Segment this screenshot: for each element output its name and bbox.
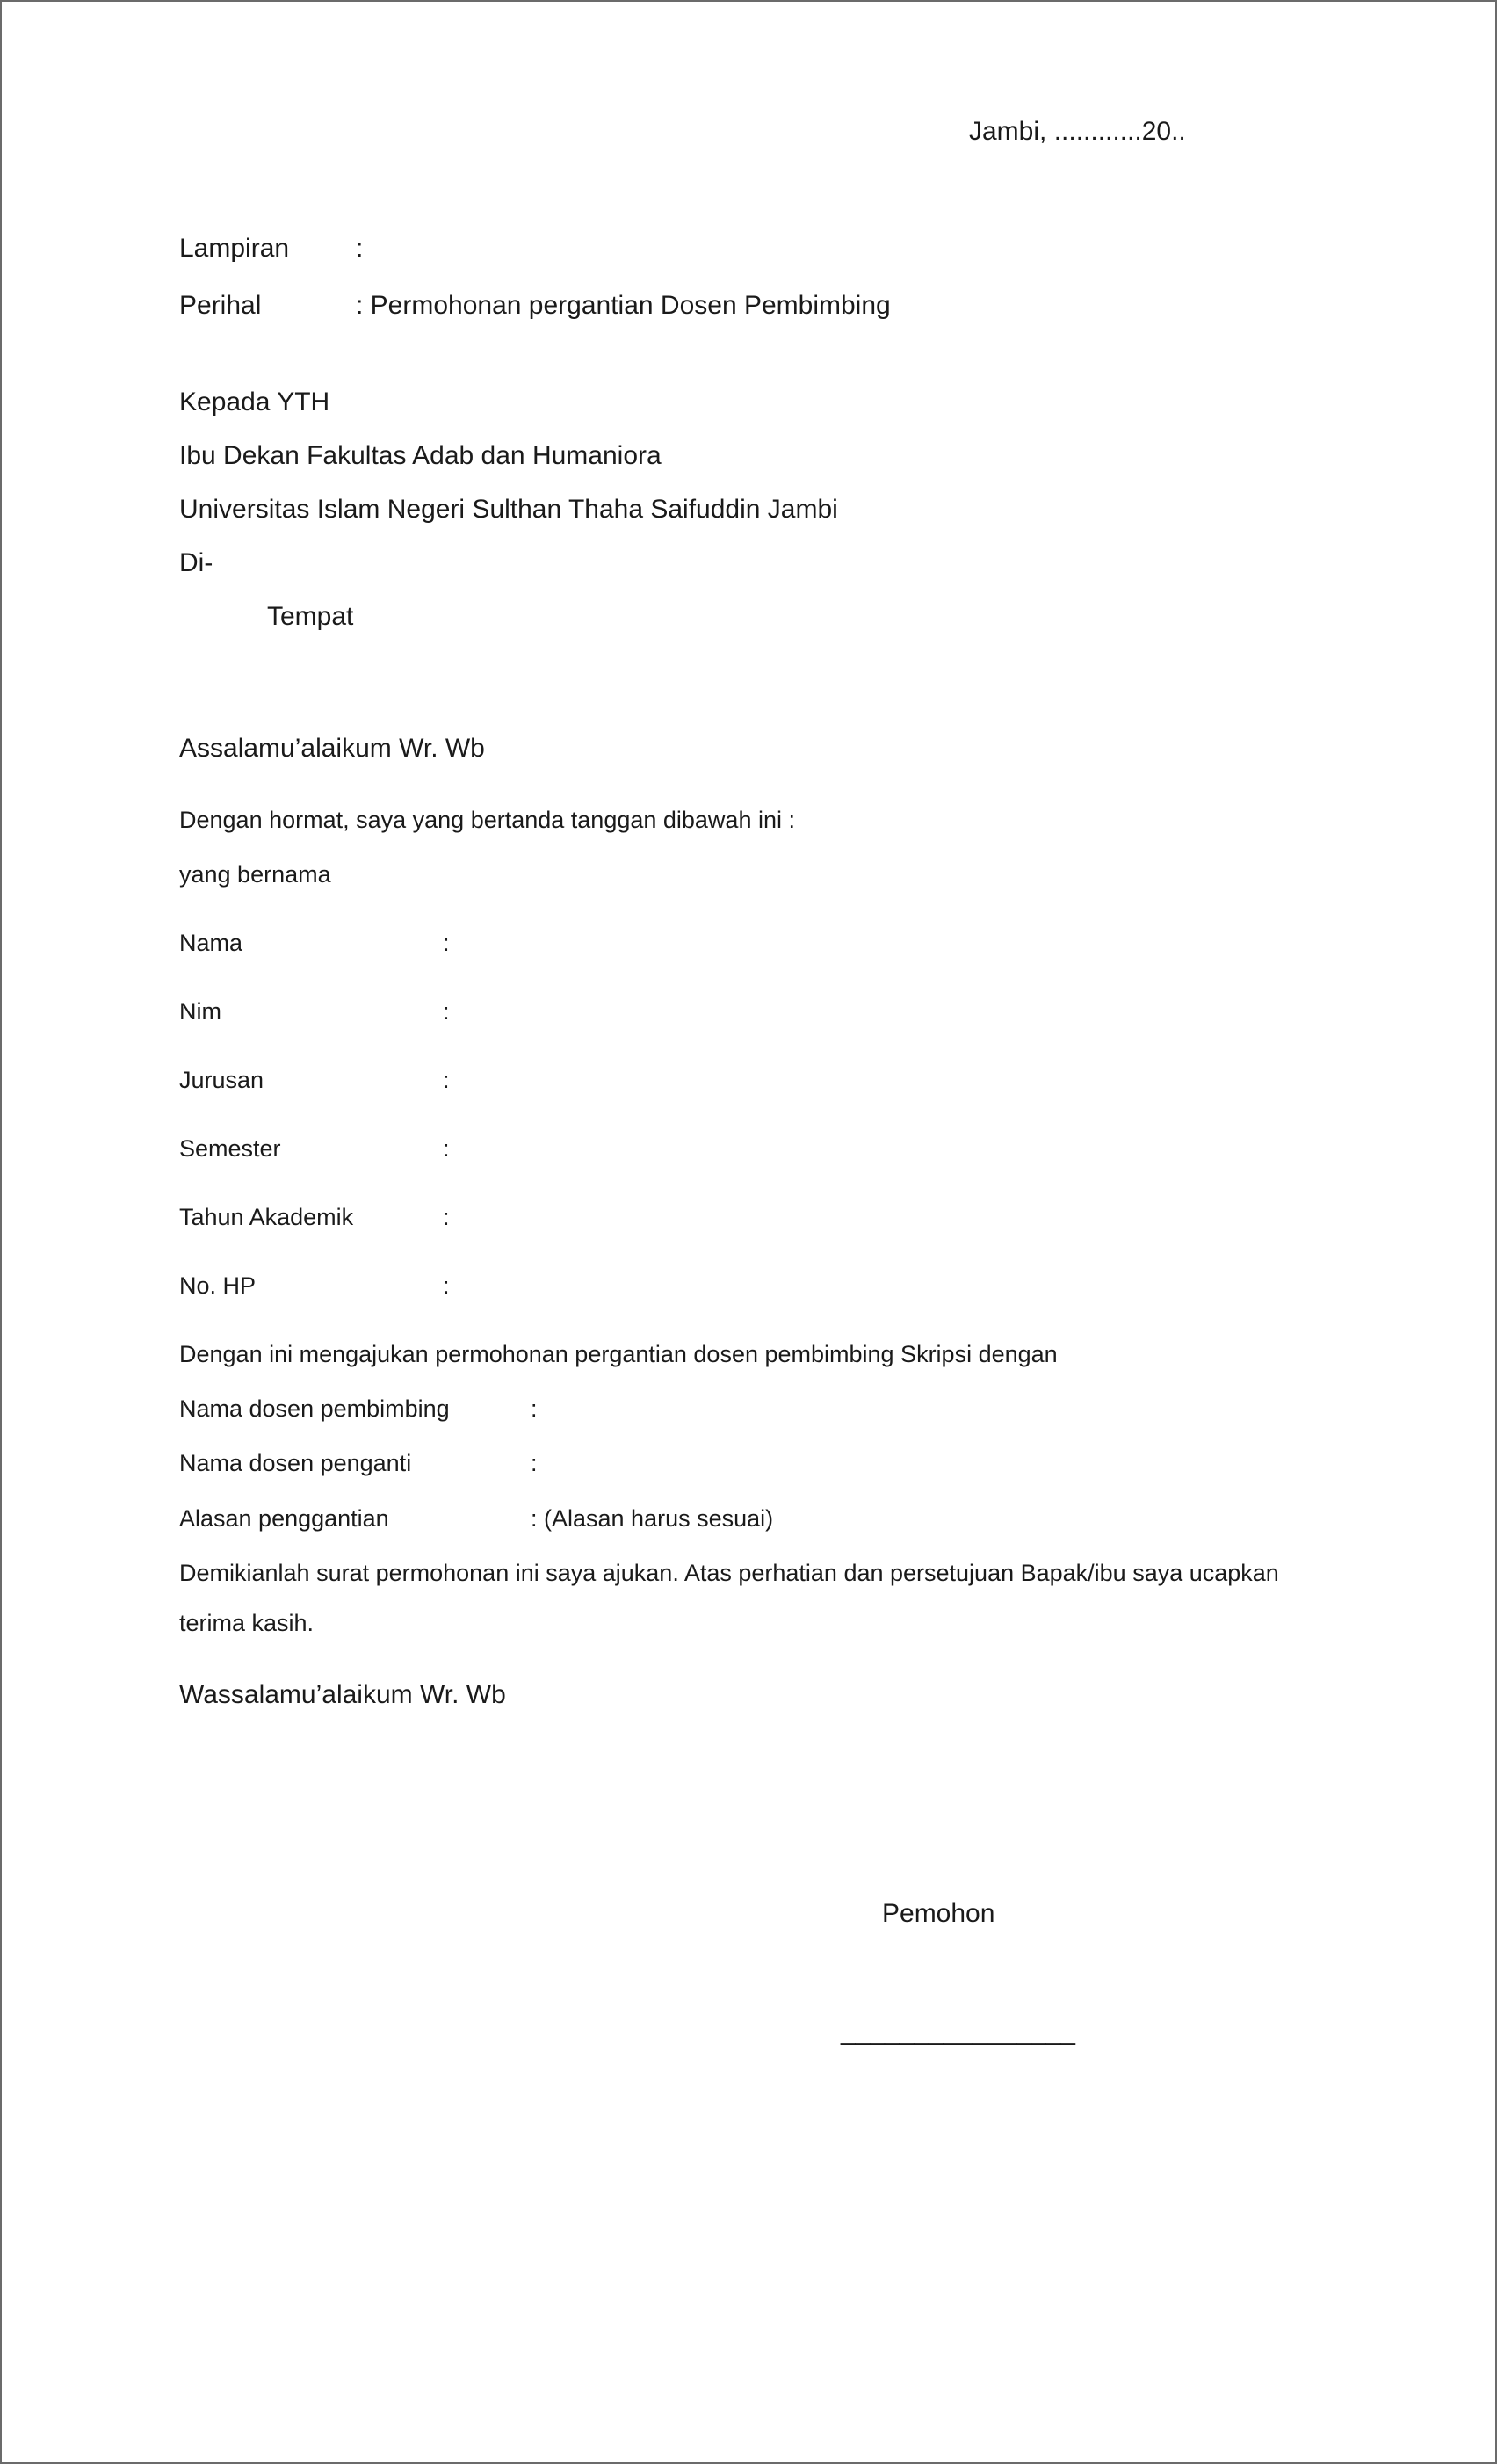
closing-line-2: terima kasih. [179, 1610, 315, 1636]
recipient-line-2: Ibu Dekan Fakultas Adab dan Humaniora [179, 441, 662, 470]
recipient-line-3: Universitas Islam Negeri Sulthan Thaha Saifuddin Jambi [179, 495, 838, 524]
field-separator-semester: : [443, 1135, 450, 1162]
field-separator-tahun-akademik: : [443, 1204, 450, 1230]
field-separator-no-hp: : [443, 1272, 450, 1299]
dosen-value-pembimbing: : [531, 1395, 538, 1422]
signer-title: Pemohon [882, 1899, 995, 1928]
intro-line-1: Dengan hormat, saya yang bertanda tanggan dibawah ini : [179, 807, 795, 833]
recipient-line-4: Di- [179, 548, 213, 577]
field-label-jurusan: Jurusan [179, 1067, 264, 1093]
field-label-nama: Nama [179, 930, 243, 956]
recipient-line-1: Kepada YTH [179, 388, 330, 417]
field-label-no-hp: No. HP [179, 1272, 257, 1299]
field-label-semester: Semester [179, 1135, 281, 1162]
request-line: Dengan ini mengajukan permohonan pergantian dosen pembimbing Skripsi dengan [179, 1341, 1058, 1367]
dosen-label-penganti: Nama dosen penganti [179, 1450, 412, 1476]
recipient-line-5: Tempat [267, 602, 354, 631]
intro-line-2: yang bernama [179, 861, 331, 888]
field-separator-jurusan: : [443, 1067, 450, 1093]
signature-line: ________________ [841, 2017, 1075, 2046]
field-label-nim: Nim [179, 998, 221, 1025]
field-separator-nim: : [443, 998, 450, 1025]
field-label-tahun-akademik: Tahun Akademik [179, 1204, 354, 1230]
lampiran-label: Lampiran [179, 234, 290, 263]
date-line: Jambi, ............20.. [969, 117, 1186, 146]
dosen-label-pembimbing: Nama dosen pembimbing [179, 1395, 450, 1422]
perihal-label: Perihal [179, 291, 262, 320]
field-separator-nama: : [443, 930, 450, 956]
perihal-value: : Permohonan pergantian Dosen Pembimbing [356, 291, 891, 320]
dosen-value-alasan: : (Alasan harus sesuai) [531, 1505, 774, 1532]
dosen-label-alasan: Alasan penggantian [179, 1505, 389, 1532]
closing-line-1: Demikianlah surat permohonan ini saya ajukan. Atas perhatian dan persetujuan Bapak/ibu saya ucapkan [179, 1560, 1279, 1586]
farewell: Wassalamu’alaikum Wr. Wb [179, 1680, 506, 1709]
dosen-value-penganti: : [531, 1450, 538, 1476]
lampiran-separator: : [356, 234, 364, 263]
greeting: Assalamu’alaikum Wr. Wb [179, 734, 485, 763]
